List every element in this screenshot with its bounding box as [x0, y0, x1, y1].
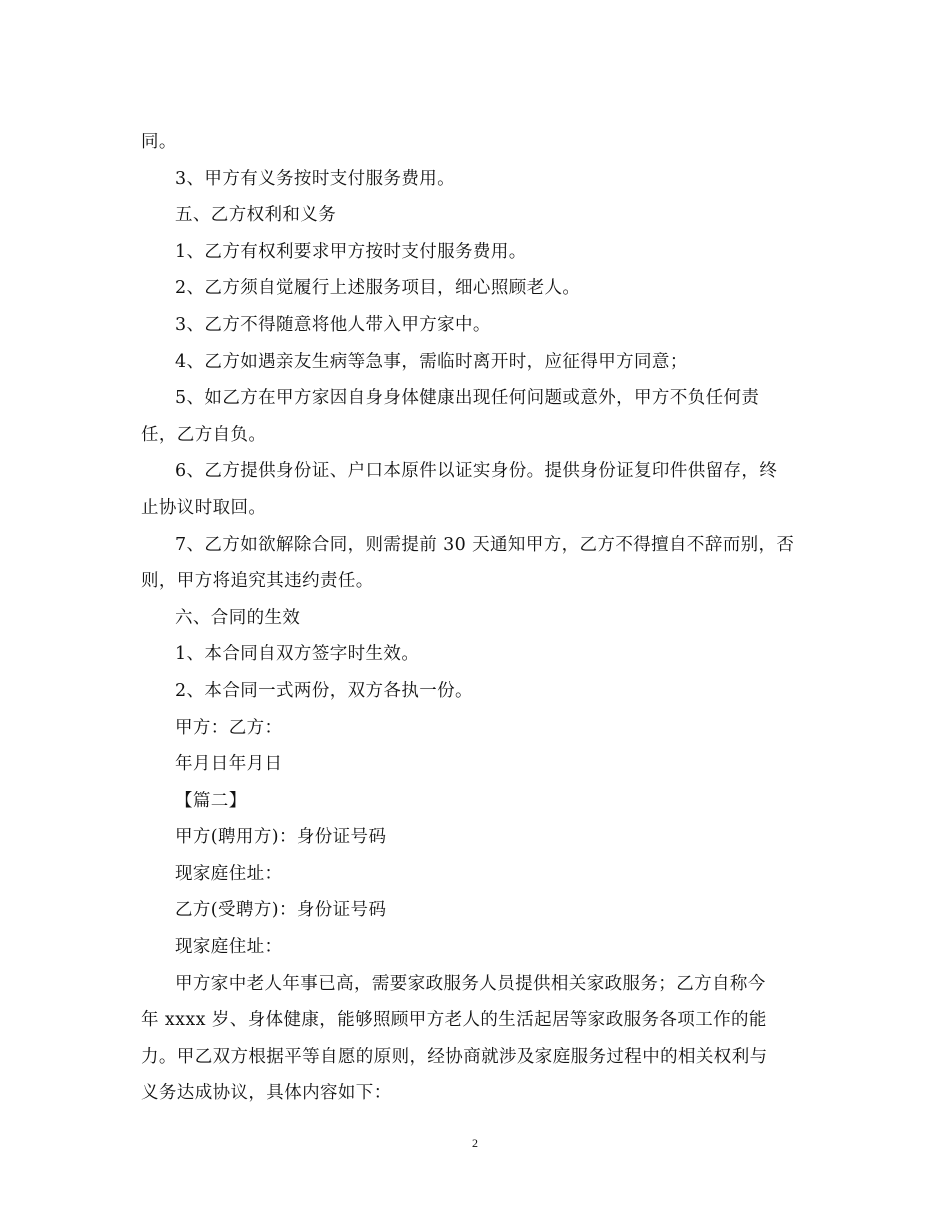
- section-heading: 六、合同的生效: [175, 607, 301, 628]
- preamble-line-continuation: 年 xxxx 岁、身体健康，能够照顾甲方老人的生活起居等家政服务各项工作的能: [141, 1010, 767, 1031]
- clause-line: 3、乙方不得随意将他人带入甲方家中。: [175, 314, 491, 335]
- party-a-line: 甲方(聘用方)：身份证号码: [175, 827, 387, 848]
- clause-line: 4、乙方如遇亲友生病等急事，需临时离开时，应征得甲方同意；: [175, 351, 688, 372]
- preamble-line-continuation: 力。甲乙双方根据平等自愿的原则，经协商就涉及家庭服务过程中的相关权利与: [141, 1046, 768, 1067]
- address-line: 现家庭住址：: [175, 863, 283, 884]
- document-body: [141, 124, 811, 1112]
- section-heading: 五、乙方权利和义务: [175, 205, 337, 226]
- clause-line-continuation: 则，甲方将追究其违约责任。: [141, 571, 374, 592]
- signature-line: 甲方：乙方：: [175, 717, 283, 738]
- clause-line: 5、如乙方在甲方家因自身身体健康出现任何问题或意外，甲方不负任何责: [175, 388, 760, 409]
- preamble-line-continuation: 义务达成协议，具体内容如下：: [141, 1083, 392, 1104]
- clause-line: 3、甲方有义务按时支付服务费用。: [175, 168, 456, 189]
- clause-line: 1、乙方有权利要求甲方按时支付服务费用。: [175, 241, 527, 262]
- paragraph-continuation: 同。: [141, 132, 177, 152]
- preamble-line: 甲方家中老人年事已高，需要家政服务人员提供相关家政服务；乙方自称今: [175, 973, 766, 994]
- page-number: 2: [472, 1136, 478, 1150]
- clause-line: 1、本合同自双方签字时生效。: [175, 644, 420, 665]
- clause-line: 6、乙方提供身份证、户口本原件以证实身份。提供身份证复印件供留存，终: [175, 461, 778, 482]
- chapter-heading: 【篇二】: [175, 790, 247, 811]
- clause-line: 2、本合同一式两份，双方各执一份。: [175, 680, 473, 701]
- clause-line: 7、乙方如欲解除合同，则需提前 30 天通知甲方，乙方不得擅自不辞而别，否: [175, 534, 795, 555]
- party-b-line: 乙方(受聘方)：身份证号码: [175, 900, 387, 921]
- clause-line: 2、乙方须自觉履行上述服务项目，细心照顾老人。: [175, 278, 581, 299]
- date-line: 年月日年月日: [175, 754, 283, 775]
- clause-line-continuation: 止协议时取回。: [141, 497, 267, 518]
- address-line: 现家庭住址：: [175, 937, 283, 958]
- clause-line-continuation: 任，乙方自负。: [141, 424, 267, 445]
